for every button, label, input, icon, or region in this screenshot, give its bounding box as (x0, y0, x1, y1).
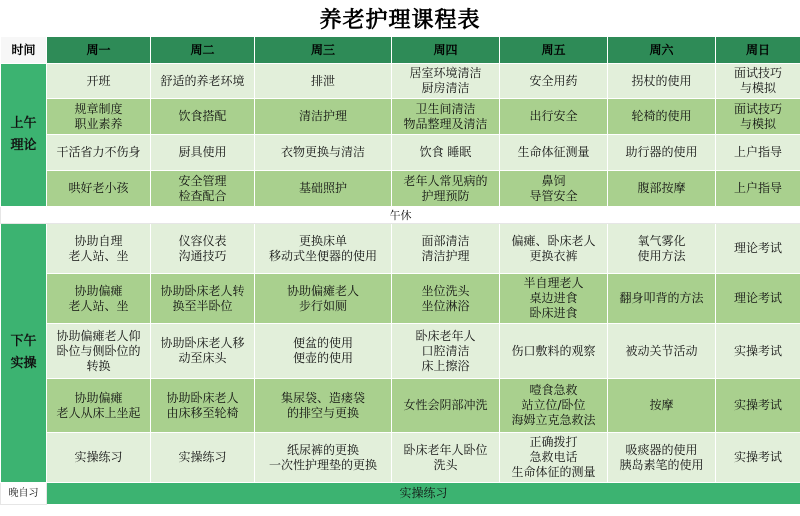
morning-cell (716, 135, 800, 171)
afternoon-cell-line: 被动关节活动 (625, 343, 698, 358)
afternoon-cell-line: 动至床头 (178, 351, 227, 365)
noon-section (1, 207, 800, 224)
afternoon-cell-line: 卧位与侧卧位的 (56, 343, 141, 358)
morning-cell-line: 开班 (86, 73, 111, 88)
morning-cell (151, 64, 255, 99)
morning-cell-line: 居室环境清洁 (409, 66, 482, 80)
header-wed: 周三 (255, 37, 392, 64)
afternoon-cell (392, 324, 500, 379)
morning-row (1, 64, 800, 99)
morning-cell-line: 干活省力不伤身 (56, 145, 141, 159)
afternoon-row (1, 274, 800, 324)
morning-cell-line: 与模拟 (739, 116, 776, 131)
afternoon-cell (47, 379, 151, 433)
afternoon-cell-line: 实操练习 (178, 450, 227, 464)
morning-cell (392, 64, 500, 99)
afternoon-cell-line: 协助偏瘫老人 (286, 283, 359, 298)
afternoon-cell (500, 274, 608, 324)
morning-cell (151, 171, 255, 207)
afternoon-cell-line: 理论考试 (733, 241, 782, 255)
afternoon-cell-line: 协助自理 (74, 233, 123, 248)
afternoon-row (1, 433, 800, 483)
morning-row (1, 99, 800, 135)
afternoon-cell-line: 纸尿裤的更换 (286, 442, 359, 457)
afternoon-cell-line: 卧床老年人 (415, 328, 476, 343)
morning-cell (608, 135, 716, 171)
morning-cell-line: 饮食 睡眠 (419, 145, 472, 159)
afternoon-cell-line: 更换床单 (298, 233, 347, 248)
morning-cell (392, 135, 500, 171)
morning-cell (47, 99, 151, 135)
morning-cell (151, 135, 255, 171)
morning-cell-line: 出行安全 (529, 109, 578, 123)
afternoon-cell (608, 379, 716, 433)
morning-cell-line: 生命体征测量 (517, 145, 590, 159)
afternoon-cell-line: 翻身叩背的方法 (619, 291, 704, 305)
morning-cell-line: 厨具使用 (178, 145, 227, 159)
morning-cell (255, 99, 392, 135)
afternoon-cell (716, 274, 800, 324)
afternoon-cell-line: 吸痰器的使用 (625, 442, 698, 457)
morning-cell-line: 鼻饲 (541, 173, 566, 188)
morning-cell-line: 轮椅的使用 (631, 109, 692, 123)
afternoon-side-label (1, 224, 47, 483)
morning-cell-line: 拐杖的使用 (631, 73, 692, 88)
afternoon-cell (47, 433, 151, 483)
morning-cell-line: 衣物更换与清洁 (280, 145, 365, 159)
afternoon-cell (255, 274, 392, 324)
morning-cell (500, 64, 608, 99)
morning-cell (608, 64, 716, 99)
morning-cell-line: 规章制度 (74, 101, 123, 116)
morning-cell (608, 171, 716, 207)
afternoon-cell-line: 集尿袋、造瘘袋 (280, 390, 365, 405)
afternoon-cell-line: 使用方法 (637, 248, 686, 263)
afternoon-cell-line: 半自理老人 (523, 276, 584, 290)
afternoon-cell (151, 224, 255, 274)
afternoon-cell (392, 433, 500, 483)
afternoon-cell-line: 站立位/卧位 (521, 398, 586, 412)
afternoon-cell-line: 清洁护理 (421, 248, 470, 263)
afternoon-cell (151, 433, 255, 483)
afternoon-cell-line: 移动式坐便器的使用 (268, 248, 377, 263)
afternoon-cell-line: 氧气雾化 (637, 233, 686, 248)
afternoon-cell-line: 仪容仪表 (178, 233, 227, 248)
afternoon-cell-line: 实操考试 (733, 398, 782, 412)
afternoon-cell-line: 协助偏瘫 (74, 283, 123, 298)
afternoon-cell-line: 转换 (86, 358, 111, 373)
afternoon-cell (500, 433, 608, 483)
afternoon-cell-line: 协助卧床老人移 (160, 336, 245, 350)
afternoon-cell-line: 桌边进食 (529, 291, 578, 305)
afternoon-cell-line: 由床移至轮椅 (166, 405, 239, 420)
afternoon-cell (716, 379, 800, 433)
morning-cell-line: 卫生间清洁 (415, 101, 476, 116)
morning-cell (47, 135, 151, 171)
afternoon-cell-line: 坐位洗头 (421, 283, 470, 298)
header-tue: 周二 (151, 37, 255, 64)
afternoon-cell-line: 女性会阴部冲洗 (403, 398, 488, 412)
afternoon-cell-line: 噎食急救 (529, 383, 578, 397)
afternoon-cell (392, 379, 500, 433)
afternoon-cell-line: 一次性护理垫的更换 (268, 457, 377, 472)
morning-cell-line: 舒适的养老环境 (160, 73, 245, 88)
afternoon-cell-line: 正确拨打 (529, 435, 578, 449)
afternoon-cell-line: 实操考试 (733, 343, 782, 358)
morning-section (1, 64, 800, 207)
morning-row (1, 171, 800, 207)
header-thu: 周四 (392, 37, 500, 64)
afternoon-cell-line: 伤口敷料的观察 (511, 343, 596, 358)
afternoon-cell-line: 急救电话 (529, 450, 578, 464)
morning-cell-line: 物品整理及清洁 (403, 116, 488, 131)
afternoon-cell-line: 老人站、坐 (68, 298, 129, 313)
header-fri: 周五 (500, 37, 608, 64)
afternoon-cell-line: 床上擦浴 (421, 358, 470, 373)
morning-row (1, 135, 800, 171)
afternoon-cell-line: 实操练习 (74, 450, 123, 464)
morning-cell (255, 135, 392, 171)
morning-cell-line: 上户指导 (733, 181, 782, 195)
afternoon-cell-line: 更换衣裤 (529, 248, 578, 263)
morning-cell-line: 助行器的使用 (625, 145, 698, 159)
afternoon-cell-line: 沟通技巧 (178, 248, 227, 263)
afternoon-cell-line: 卧床老年人卧位 (403, 442, 488, 457)
morning-cell-line: 腹部按摩 (637, 181, 686, 195)
afternoon-cell (608, 324, 716, 379)
morning-cell-line: 导管安全 (529, 188, 578, 203)
afternoon-cell-line: 换至半卧位 (172, 298, 233, 313)
header-sun: 周日 (716, 37, 800, 64)
morning-cell (151, 99, 255, 135)
morning-cell-line: 安全管理 (178, 173, 227, 188)
morning-cell-line: 厨房清洁 (421, 81, 470, 95)
page-title: 养老护理课程表 (319, 7, 481, 33)
morning-cell-line: 排泄 (310, 73, 335, 88)
morning-cell (500, 135, 608, 171)
morning-cell-line: 安全用药 (529, 73, 578, 88)
afternoon-cell (608, 433, 716, 483)
afternoon-cell-line: 按摩 (649, 398, 674, 412)
afternoon-cell (608, 224, 716, 274)
evening-section (1, 483, 800, 505)
afternoon-cell (255, 433, 392, 483)
afternoon-cell (47, 324, 151, 379)
morning-cell (47, 171, 151, 207)
evening-row (1, 483, 800, 505)
afternoon-cell-line: 胰岛素笔的使用 (619, 457, 704, 472)
afternoon-cell-line: 老人从床上坐起 (56, 405, 141, 420)
noon-row (1, 207, 800, 224)
header-time: 时间 (1, 37, 47, 64)
morning-cell-line: 上户指导 (733, 145, 782, 159)
morning-cell-line: 老年人常见病的 (403, 173, 488, 188)
afternoon-cell (500, 224, 608, 274)
afternoon-row (1, 379, 800, 433)
afternoon-cell-line: 口腔清洁 (421, 343, 470, 358)
morning-side-label-line: 理论 (10, 138, 37, 153)
morning-cell (500, 99, 608, 135)
afternoon-cell-line: 实操考试 (733, 450, 782, 464)
morning-cell (716, 99, 800, 135)
afternoon-cell (500, 324, 608, 379)
morning-cell (255, 171, 392, 207)
afternoon-row (1, 224, 800, 274)
afternoon-side-label-line: 实操 (10, 356, 37, 371)
afternoon-cell (47, 224, 151, 274)
afternoon-cell-line: 洗头 (433, 457, 458, 472)
afternoon-row (1, 324, 800, 379)
afternoon-cell-line: 坐位淋浴 (421, 298, 470, 313)
afternoon-cell-line: 老人站、坐 (68, 248, 129, 263)
afternoon-cell (500, 379, 608, 433)
afternoon-side-label-line: 下午 (10, 334, 37, 349)
afternoon-cell-line: 卧床进食 (529, 306, 578, 320)
morning-cell-line: 哄好老小孩 (68, 181, 129, 195)
noon-break-label: 午休 (1, 207, 800, 224)
morning-cell (500, 171, 608, 207)
afternoon-cell-line: 便壶的使用 (292, 351, 353, 365)
afternoon-cell-line: 协助卧床老人 (166, 390, 239, 405)
afternoon-cell (151, 379, 255, 433)
header-row (1, 37, 800, 64)
afternoon-cell-line: 协助卧床老人转 (160, 283, 245, 298)
afternoon-cell-line: 协助偏瘫老人仰 (56, 328, 141, 343)
morning-cell (47, 64, 151, 99)
morning-cell (608, 99, 716, 135)
afternoon-cell-line: 面部清洁 (421, 233, 470, 248)
morning-side-label (1, 64, 47, 207)
morning-cell-line: 饮食搭配 (178, 109, 227, 123)
morning-cell-line: 清洁护理 (298, 109, 347, 123)
morning-cell-line: 护理预防 (421, 188, 470, 203)
morning-cell-line: 检查配合 (178, 188, 227, 203)
morning-cell (716, 64, 800, 99)
afternoon-cell (255, 224, 392, 274)
morning-cell-line: 与模拟 (739, 81, 776, 95)
afternoon-cell (151, 324, 255, 379)
afternoon-cell-line: 海姆立克急救法 (511, 413, 596, 427)
afternoon-cell (716, 224, 800, 274)
afternoon-cell-line: 步行如厕 (298, 298, 347, 313)
morning-cell-line: 面试技巧 (733, 101, 782, 116)
afternoon-cell (255, 324, 392, 379)
morning-cell (392, 99, 500, 135)
header-mon: 周一 (47, 37, 151, 64)
afternoon-cell-line: 偏瘫、卧床老人 (511, 233, 596, 248)
afternoon-cell-line: 协助偏瘫 (74, 390, 123, 405)
morning-cell-line: 基础照护 (298, 181, 347, 195)
afternoon-cell-line: 的排空与更换 (286, 405, 359, 420)
afternoon-cell (716, 324, 800, 379)
afternoon-cell (392, 274, 500, 324)
afternoon-cell-line: 便盆的使用 (292, 336, 353, 350)
afternoon-cell-line: 理论考试 (733, 291, 782, 305)
morning-cell (255, 64, 392, 99)
morning-side-label-line: 上午 (10, 116, 37, 131)
morning-cell-line: 职业素养 (74, 116, 123, 131)
header-sat: 周六 (608, 37, 716, 64)
evening-label: 晚自习 (1, 483, 47, 505)
afternoon-cell (392, 224, 500, 274)
morning-cell (392, 171, 500, 207)
evening-content: 实操练习 (47, 483, 800, 505)
schedule-table (0, 36, 800, 505)
morning-cell-line: 面试技巧 (733, 66, 782, 80)
afternoon-cell-line: 生命体征的测量 (511, 465, 596, 479)
afternoon-cell (608, 274, 716, 324)
morning-cell (716, 171, 800, 207)
afternoon-cell (47, 274, 151, 324)
afternoon-cell (255, 379, 392, 433)
afternoon-cell (151, 274, 255, 324)
afternoon-cell (716, 433, 800, 483)
afternoon-section (1, 224, 800, 483)
